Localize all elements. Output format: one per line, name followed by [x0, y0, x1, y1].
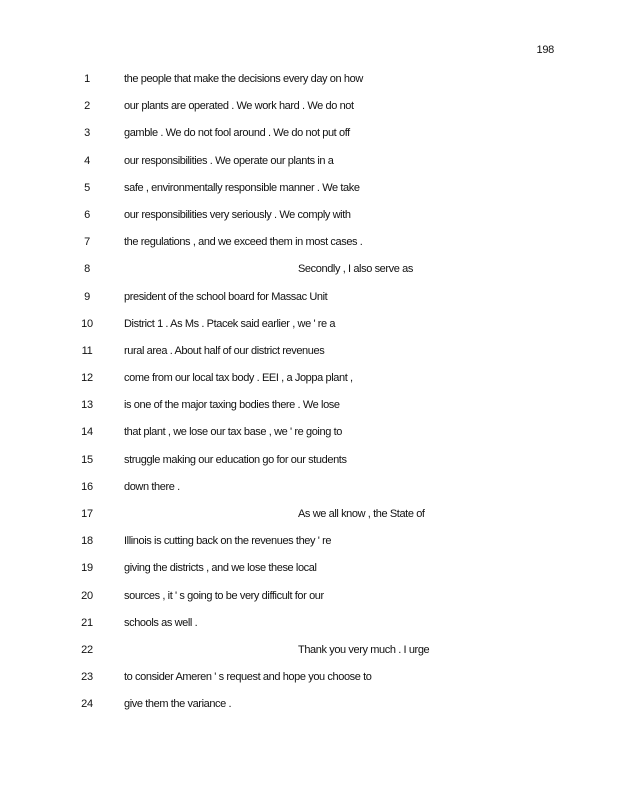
line-number: 6: [84, 208, 90, 221]
transcript-line: [0, 396, 618, 423]
line-number: 17: [81, 508, 93, 520]
line-text: come from our local tax body . EEI , a Joppa plant ,: [124, 372, 353, 385]
line-number: 18: [81, 535, 93, 548]
line-number: 3: [84, 127, 90, 140]
line-number: 1: [84, 73, 90, 85]
line-number: 5: [84, 181, 90, 194]
line-text: Secondly , I also serve as: [298, 263, 413, 276]
line-number: 22: [81, 643, 93, 656]
line-text: sources , it ' s going to be very difficult for our: [124, 589, 324, 602]
line-text: giving the districts , and we lose these local: [124, 562, 317, 575]
line-text: that plant , we lose our tax base , we ' re going to: [124, 426, 342, 439]
line-number: 2: [84, 100, 90, 113]
transcript-line: [0, 614, 618, 641]
line-number: 19: [81, 562, 93, 575]
transcript-line: [0, 559, 618, 586]
transcript-line: [0, 70, 618, 97]
line-text: our responsibilities very seriously . We comply with: [124, 208, 351, 221]
transcript-line: [0, 587, 618, 614]
line-text: give them the variance .: [124, 698, 232, 711]
line-text: president of the school board for Massac Unit: [124, 290, 328, 303]
line-text: our responsibilities . We operate our plants in a: [124, 154, 334, 167]
transcript-line: [0, 206, 618, 233]
line-text: As we all know , the State of: [298, 508, 425, 520]
line-number: 24: [81, 698, 93, 711]
line-number: 16: [81, 480, 93, 493]
transcript-line: [0, 97, 618, 124]
line-number: 13: [81, 399, 93, 412]
transcript-lines: [0, 70, 618, 723]
line-text: the people that make the decisions every day on how: [124, 73, 363, 85]
transcript-line: [0, 342, 618, 369]
line-text: rural area . About half of our district revenues: [124, 344, 325, 357]
line-text: to consider Ameren ' s request and hope you choose to: [124, 671, 372, 684]
line-text: safe , environmentally responsible manner . We take: [124, 181, 360, 194]
line-number: 8: [84, 263, 90, 276]
transcript-line: [0, 451, 618, 478]
line-text: Thank you very much . I urge: [298, 643, 430, 656]
transcript-line: [0, 423, 618, 450]
line-number: 11: [81, 344, 93, 357]
line-number: 21: [81, 616, 93, 629]
line-text: schools as well .: [124, 616, 198, 629]
line-number: 9: [84, 290, 90, 303]
transcript-line: [0, 260, 618, 287]
line-text: the regulations , and we exceed them in most cases .: [124, 236, 363, 249]
transcript-line: [0, 695, 618, 722]
line-text: struggle making our education go for our students: [124, 453, 347, 466]
line-number: 15: [81, 453, 93, 466]
transcript-line: [0, 179, 618, 206]
transcript-line: [0, 505, 618, 532]
transcript-line: [0, 668, 618, 695]
line-text: our plants are operated . We work hard . We do not: [124, 100, 354, 113]
transcript-line: [0, 152, 618, 179]
line-text: District 1 . As Ms . Ptacek said earlier , we ' re a: [124, 317, 336, 330]
line-number: 10: [81, 317, 93, 330]
line-number: 23: [81, 671, 93, 684]
transcript-line: [0, 233, 618, 260]
line-number: 20: [81, 589, 93, 602]
line-text: Illinois is cutting back on the revenues they ' re: [124, 535, 332, 548]
transcript-line: [0, 369, 618, 396]
line-text: down there .: [124, 480, 180, 493]
transcript-line: [0, 124, 618, 151]
line-number: 14: [81, 426, 93, 439]
line-number: 12: [81, 372, 93, 385]
line-number: 4: [84, 154, 90, 167]
transcript-line: [0, 641, 618, 668]
line-text: gamble . We do not fool around . We do not put off: [124, 127, 350, 140]
transcript-line: [0, 478, 618, 505]
transcript-line: [0, 532, 618, 559]
line-text: is one of the major taxing bodies there . We lose: [124, 399, 340, 412]
transcript-line: [0, 315, 618, 342]
page-number: 198: [536, 44, 554, 56]
line-number: 7: [84, 236, 90, 249]
transcript-line: [0, 288, 618, 315]
